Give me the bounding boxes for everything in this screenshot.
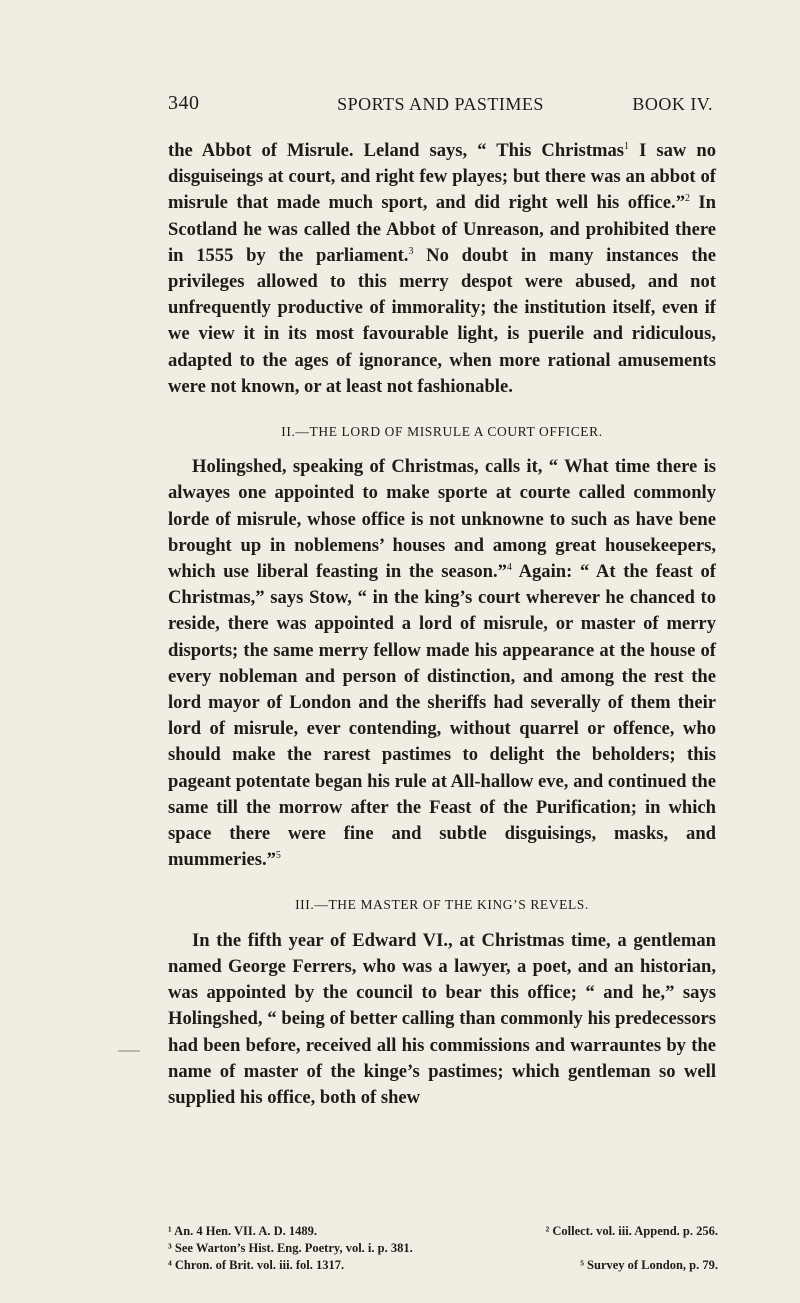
running-title: SPORTS AND PASTIMES: [337, 94, 544, 114]
footnote-5: ⁵ Survey of London, p. 79.: [580, 1258, 718, 1272]
body-text: [168, 138, 716, 1111]
text-run: No doubt in many instances the privileges allowed to this merry despot were abused, and not unfrequently productive of immorality; the institution itself, even if we view it in its most favourable light, is puerile and ridiculous, adapted to the ages of ignorance, when more rational amusements were not known, or at least not fashionable.: [168, 244, 716, 397]
section-heading-2: II.—THE LORD OF MISRULE A COURT OFFICER.: [281, 424, 603, 440]
margin-mark: [118, 1050, 140, 1052]
footnote-3: ³ See Warton’s Hist. Eng. Poetry, vol. i. p. 381.: [168, 1241, 413, 1255]
footnote-ref-5: 5: [275, 850, 281, 862]
text-run: I saw no disguiseings at court, and right few playes; but there was an abbot of misrule that made much sport, and did right well his office.”: [168, 140, 717, 214]
text-run: Again: “ At the feast of Christmas,” says Stow, “ in the king’s court wherever he chanced to reside, there was appointed a lord of misrule, or master of merry disports; the same merry fellow made his appearance at the house of every nobleman and person of distinction, and among the rest the lord mayor of London and the sheriffs had severally of them their lord of misrule, ever contending, without quarrel or offence, who should make the rarest pastimes to delight the beholders; this pageant potentate began his rule at All-hallow eve, and continued the same till the morrow after the Feast of the Purification; in which space there were fine and subtle disguisings, masks, and mummeries.”: [168, 561, 716, 871]
page-number: 340: [168, 92, 200, 114]
footnote-4: ⁴ Chron. of Brit. vol. iii. fol. 1317.: [168, 1258, 345, 1272]
footnote-1: ¹ An. 4 Hen. VII. A. D. 1489.: [168, 1224, 318, 1238]
footnote-row: [168, 1257, 718, 1274]
paragraph-1: [168, 138, 716, 400]
footnotes: [168, 1223, 718, 1274]
footnote-row: [168, 1223, 718, 1240]
book-label: BOOK IV.: [632, 94, 713, 114]
text-run: Holingshed, speaking of Christmas, calls it, “ What time there is alwayes one appointed to make sporte at courte called commonly lorde of misrule, whose office is not unknowne to such as have bene brought up in noblemens’ houses and among great housekeepers, which use liberal feasting in the season.”: [168, 456, 716, 583]
footnote-ref-3: 3: [408, 245, 414, 257]
paragraph-3: In the fifth year of Edward VI., at Christmas time, a gentleman named George Ferrers, who was a lawyer, a poet, and an historian, was appointed by the council to bear this office; “ and he,” says Holingshed, “ being of better calling than commonly his predecessors had been before, received all his commissions and warrauntes by the name of master of the kinge’s pastimes; which gentleman so well supplied his office, both of shew: [168, 929, 716, 1108]
text-run: In Scotland he was called the Abbot of Unreason, and prohibited there in 1555 by the parliament.: [168, 192, 716, 266]
footnote-ref-2: 2: [685, 193, 690, 205]
footnote-2: ² Collect. vol. iii. Append. p. 256.: [545, 1224, 718, 1238]
text-run: the Abbot of Misrule. Leland says, “ This Christmas: [168, 140, 625, 161]
section-heading-3: III.—THE MASTER OF THE KING’S REVELS.: [295, 897, 589, 913]
footnote-ref-4: 4: [506, 561, 512, 573]
footnote-ref-1: 1: [624, 140, 630, 152]
paragraph-2: [168, 454, 716, 873]
running-head: [168, 92, 713, 118]
footnote-row: [168, 1240, 718, 1257]
